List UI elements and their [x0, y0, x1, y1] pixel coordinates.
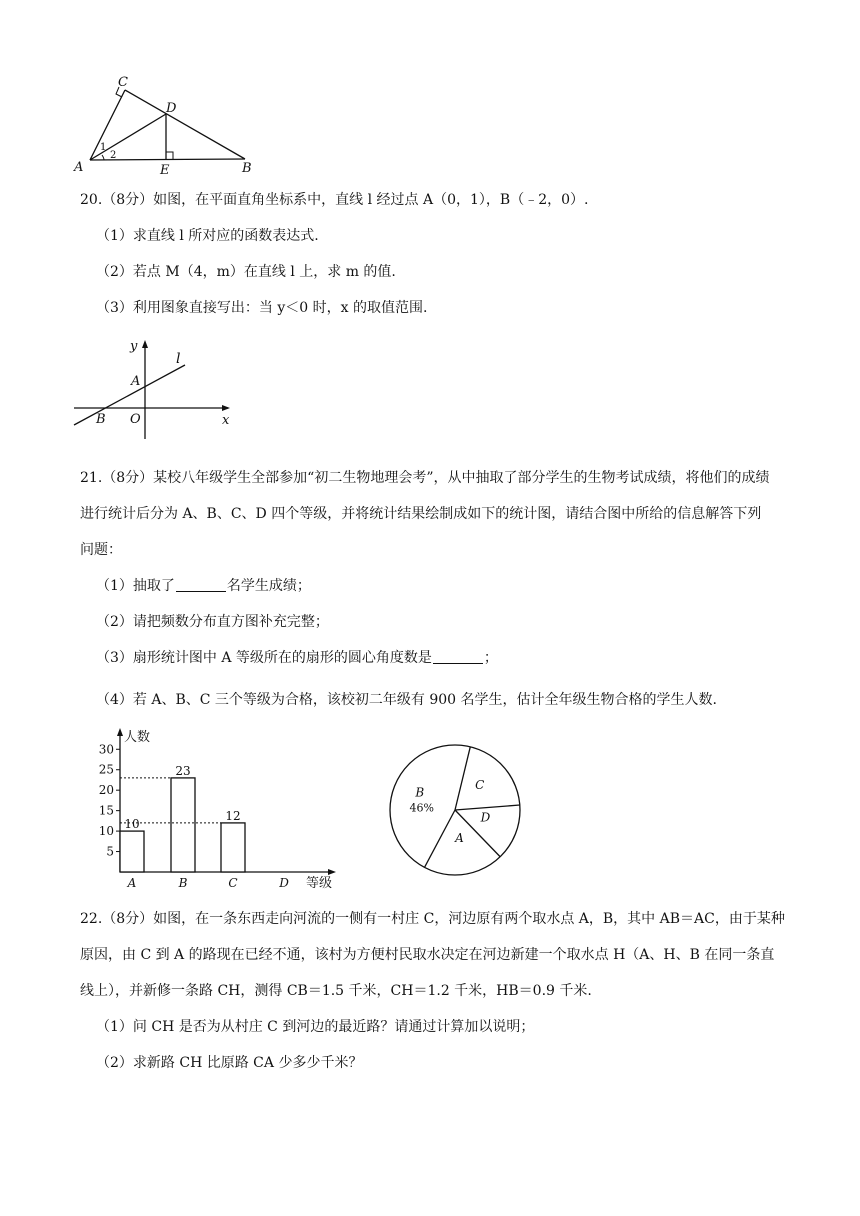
triangle-label-c: C	[118, 75, 128, 90]
y-tick-label: 25	[98, 762, 114, 777]
q21-sub2: （2）请把频数分布直方图补充完整；	[96, 614, 329, 630]
bar-data-label: 23	[175, 763, 191, 778]
q21-sub1	[96, 577, 311, 595]
histogram-chart	[70, 725, 370, 895]
pie-chart	[380, 740, 530, 890]
answer-blank-1[interactable]	[176, 577, 226, 592]
line-label-l: l	[176, 351, 181, 367]
q20-header: 20.（8分）如图，在平面直角坐标系中，直线 l 经过点 A（0，1），B（﹣2，0）.	[80, 192, 589, 208]
q21-header-line2: 进行统计后分为 A、B、C、D 四个等级，并将统计结果绘制成如下的统计图，请结合图中所给的信息解答下列	[80, 506, 762, 522]
q21-sub3	[96, 649, 498, 667]
y-axis-arrow	[117, 728, 123, 736]
answer-blank-2[interactable]	[433, 649, 483, 664]
q20-sub3: （3）利用图象直接写出：当 y＜0 时，x 的取值范围.	[96, 300, 428, 316]
axis-label-x: x	[222, 413, 230, 428]
q21-sub4: （4）若 A、B、C 三个等级为合格，该校初二年级有 900 名学生，估计全年级生物合格的学生人数.	[96, 692, 717, 708]
triangle-label-d: D	[166, 101, 177, 116]
triangle-label-b: B	[242, 161, 252, 176]
x-tick-label: B	[178, 876, 188, 890]
q22-sub1: （1）问 CH 是否为从村庄 C 到河边的最近路？请通过计算加以说明；	[96, 1019, 535, 1035]
origin-label-o: O	[130, 412, 141, 427]
x-tick-label: A	[127, 876, 137, 890]
q21-sub3-after: ；	[483, 650, 498, 666]
q20-sub1: （1）求直线 l 所对应的函数表达式.	[96, 228, 319, 244]
point-label-b: B	[96, 412, 106, 427]
q21-header-line1: 21.（8分）某校八年级学生全部参加“初二生物地理会考”，从中抽取了部分学生的生物考试成绩，将他们的成绩	[80, 470, 770, 486]
pie-slice-label: A	[455, 831, 464, 846]
coordinate-figure	[70, 335, 240, 445]
y-tick-label: 15	[98, 803, 114, 818]
triangle-figure	[60, 70, 280, 180]
bar-data-label: 12	[225, 808, 241, 823]
triangle-label-a: A	[74, 160, 84, 175]
q22-line1: 22.（8分）如图，在一条东西走向河流的一侧有一村庄 C，河边原有两个取水点 A，B，其中 AB＝AC，由于某种	[80, 911, 785, 927]
q21-sub1-before: （1）抽取了	[96, 578, 175, 594]
q21-header-line3: 问题：	[80, 542, 122, 558]
q22-sub2: （2）求新路 CH 比原路 CA 少多少千米？	[96, 1055, 363, 1071]
q20-sub2: （2）若点 M（4，m）在直线 l 上，求 m 的值.	[96, 264, 396, 280]
q21-sub3-before: （3）扇形统计图中 A 等级所在的扇形的圆心角度数是	[96, 650, 432, 666]
pie-slice-label: B	[415, 785, 425, 800]
pie-slice-percent: 46%	[409, 801, 434, 815]
x-axis-arrow	[328, 869, 336, 875]
pie-slice-label: C	[475, 777, 485, 792]
y-tick-label: 30	[98, 742, 114, 757]
y-tick-label: 10	[98, 824, 114, 839]
y-tick-label: 5	[106, 844, 114, 859]
y-tick-label: 20	[98, 783, 114, 798]
bar	[221, 823, 245, 872]
x-axis-label: 等级	[306, 876, 333, 891]
x-tick-label: D	[279, 876, 289, 890]
x-tick-label: C	[228, 876, 238, 890]
q21-sub1-after: 名学生成绩；	[226, 578, 311, 594]
bar-data-label: 10	[124, 817, 140, 832]
q22-line2: 原因，由 C 到 A 的路现在已经不通，该村为方便村民取水决定在河边新建一个取水点 H（A、H、B 在同一条直	[80, 947, 775, 963]
triangle-label-e: E	[160, 163, 170, 178]
angle-label-1: 1	[100, 142, 107, 153]
point-label-a: A	[131, 374, 141, 389]
axis-label-y: y	[130, 339, 138, 354]
pie-slice-label: D	[480, 810, 491, 825]
bar	[120, 831, 144, 872]
bar	[171, 778, 195, 872]
angle-label-2: 2	[110, 150, 117, 161]
q22-line3: 线上），并新修一条路 CH，测得 CB＝1.5 千米，CH＝1.2 千米，HB＝0.9 千米.	[80, 983, 592, 999]
y-axis-label: 人数	[124, 730, 151, 745]
